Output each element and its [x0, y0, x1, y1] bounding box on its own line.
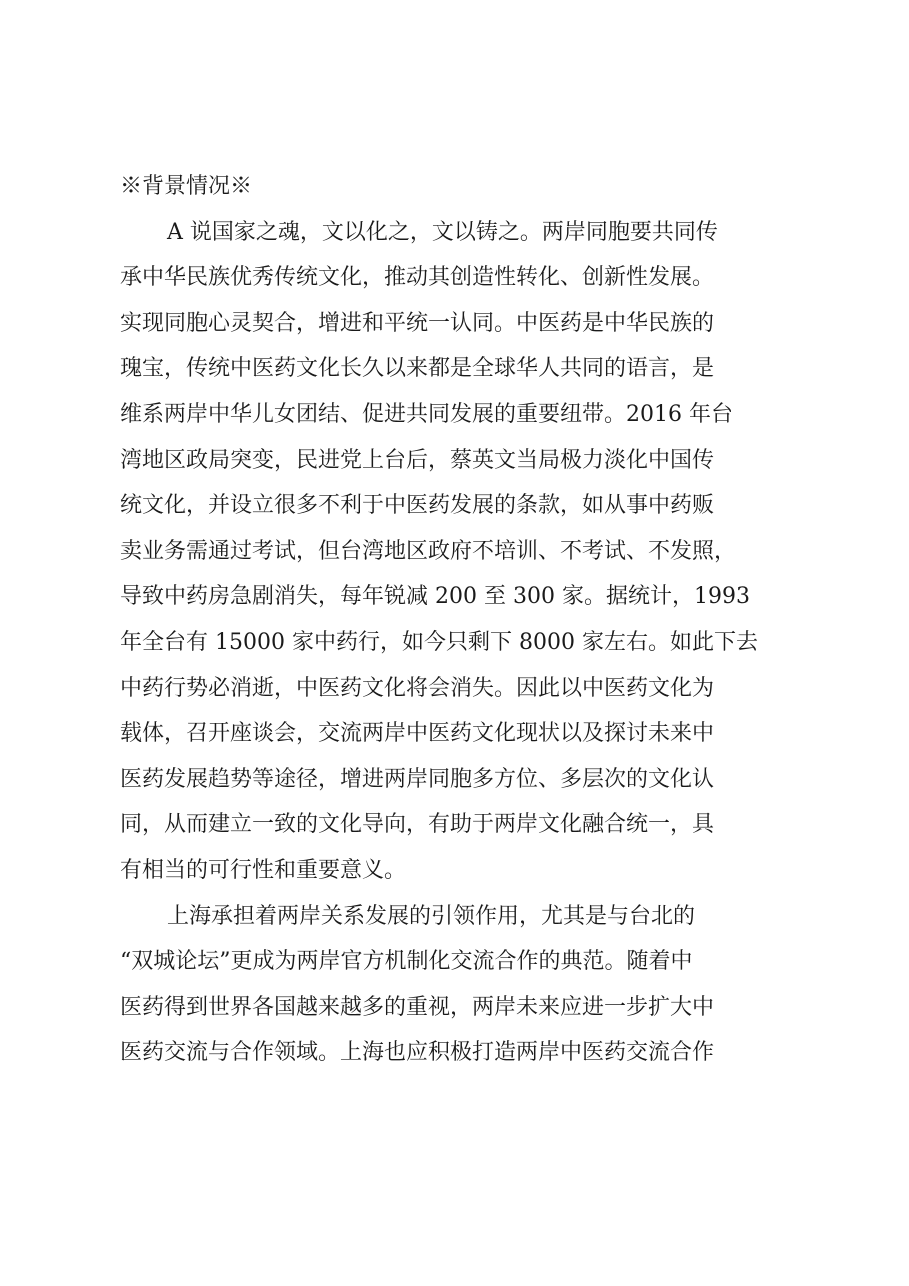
paragraph-line: 医药得到世界各国越来越多的重视，两岸未来应进一步扩大中 — [120, 994, 715, 1020]
paragraph-background — [120, 210, 800, 894]
paragraph-line: 上海承担着两岸关系发展的引领作用，尤其是与台北的 — [167, 903, 696, 929]
paragraph-shanghai — [120, 894, 800, 1076]
paragraph-line: A 说国家之魂，文以化之，文以铸之。两岸同胞要共同传 — [167, 219, 718, 245]
paragraph-line: 医药发展趋势等途径，增进两岸同胞多方位、多层次的文化认 — [120, 766, 715, 792]
section-heading: ※背景情况※ — [120, 174, 253, 199]
paragraph-line: 瑰宝，传统中医药文化长久以来都是全球华人共同的语言，是 — [120, 356, 715, 382]
paragraph-line: 导致中药房急剧消失，每年锐减 200 至 300 家。据统计，1993 — [120, 584, 750, 610]
paragraph-line: 医药交流与合作领域。上海也应积极打造两岸中医药交流合作 — [120, 1040, 715, 1066]
paragraph-line: 承中华民族优秀传统文化，推动其创造性转化、创新性发展。 — [120, 265, 715, 291]
paragraph-line: “双城论坛”更成为两岸官方机制化交流合作的典范。随着中 — [120, 949, 693, 975]
paragraph-line: 年全台有 15000 家中药行，如今只剩下 8000 家左右。如此下去 — [120, 629, 758, 655]
paragraph-line: 统文化，并设立很多不利于中医药发展的条款，如从事中药贩 — [120, 493, 715, 519]
paragraph-line: 维系两岸中华儿女团结、促进共同发展的重要纽带。2016 年台 — [120, 401, 733, 427]
paragraph-line: 实现同胞心灵契合，增进和平统一认同。中医药是中华民族的 — [120, 310, 715, 336]
paragraph-line: 湾地区政局突变，民进党上台后，蔡英文当局极力淡化中国传 — [120, 447, 715, 473]
paragraph-line: 有相当的可行性和重要意义。 — [120, 857, 407, 883]
document-body — [120, 164, 800, 1076]
paragraph-line: 中药行势必消逝，中医药文化将会消失。因此以中医药文化为 — [120, 675, 715, 701]
paragraph-line: 载体，召开座谈会，交流两岸中医药文化现状以及探讨未来中 — [120, 721, 715, 747]
paragraph-line: 卖业务需通过考试，但台湾地区政府不培训、不考试、不发照， — [120, 538, 737, 564]
paragraph-line: 同，从而建立一致的文化导向，有助于两岸文化融合统一，具 — [120, 812, 715, 838]
